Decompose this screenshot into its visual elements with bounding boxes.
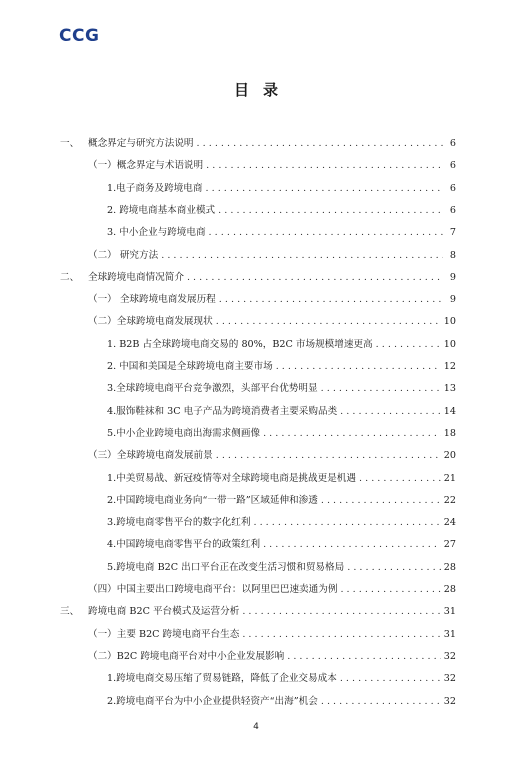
toc-entry[interactable] bbox=[88, 315, 456, 329]
toc-entry[interactable] bbox=[107, 538, 456, 552]
toc-entry-label: 全球跨境电商情况简介 bbox=[88, 272, 184, 283]
toc-number: 二、 bbox=[60, 272, 80, 283]
toc-entry[interactable] bbox=[107, 516, 456, 530]
toc-entry[interactable] bbox=[88, 293, 456, 307]
toc-entry-label: 4.中国跨境电商零售平台的政策红利 bbox=[107, 539, 261, 550]
toc-entry[interactable] bbox=[107, 338, 456, 352]
toc-entry-page: 32 bbox=[443, 651, 456, 662]
toc-entry-page: 7 bbox=[449, 227, 456, 238]
page-number: 4 bbox=[253, 722, 259, 732]
toc-leader-dots bbox=[340, 672, 441, 686]
toc-entry-label: 2. 跨境电商基本商业模式 bbox=[107, 205, 216, 216]
toc-entry-page: 6 bbox=[449, 160, 456, 171]
toc-entry-page: 32 bbox=[443, 673, 456, 684]
toc-entry-page: 28 bbox=[443, 562, 456, 573]
toc-entry-label: 2.跨境电商平台为中小企业提供轻资产“出海”机会 bbox=[107, 696, 318, 707]
toc-entry[interactable] bbox=[107, 427, 456, 441]
toc-leader-dots bbox=[287, 650, 441, 664]
toc-entry[interactable] bbox=[88, 249, 456, 263]
toc-leader-dots bbox=[376, 338, 441, 352]
toc-entry-page: 13 bbox=[443, 383, 456, 394]
toc-entry-label: 2.中国跨境电商业务向“一带一路”区域延伸和渗透 bbox=[107, 495, 318, 506]
toc-entry-label: （一）主要 B2C 跨境电商平台生态 bbox=[88, 629, 240, 640]
toc-leader-dots bbox=[253, 516, 440, 530]
toc-entry-page: 31 bbox=[443, 629, 456, 640]
toc-leader-dots bbox=[187, 271, 443, 285]
toc-leader-dots bbox=[276, 360, 441, 374]
toc-entry-page: 8 bbox=[449, 250, 456, 261]
toc-entry[interactable] bbox=[88, 271, 456, 285]
toc-entry-page: 6 bbox=[449, 205, 456, 216]
toc-entry[interactable] bbox=[88, 159, 456, 173]
toc-leader-dots bbox=[340, 405, 441, 419]
toc-entry-label: 2. 中国和美国是全球跨境电商主要市场 bbox=[107, 361, 273, 372]
toc-entry-label: 跨境电商 B2C 平台模式及运营分析 bbox=[88, 606, 240, 617]
toc-entry[interactable] bbox=[107, 672, 456, 686]
toc-entry-label: 1.中美贸易战、新冠疫情等对全球跨境电商是挑战更是机遇 bbox=[107, 473, 356, 484]
toc-leader-dots bbox=[242, 628, 440, 642]
toc-entry[interactable] bbox=[107, 472, 456, 486]
toc-entry[interactable] bbox=[107, 405, 456, 419]
toc-leader-dots bbox=[321, 382, 441, 396]
toc-entry-label: （二） 研究方法 bbox=[88, 250, 159, 261]
toc-entry-page: 10 bbox=[443, 339, 456, 350]
toc-leader-dots bbox=[161, 249, 443, 263]
toc-entry[interactable] bbox=[88, 583, 456, 597]
toc-entry-label: （三）全球跨境电商发展前景 bbox=[88, 450, 213, 461]
ccg-logo: CCG bbox=[59, 26, 100, 46]
toc-leader-dots bbox=[197, 137, 443, 151]
toc-leader-dots bbox=[209, 226, 443, 240]
toc-entry-page: 12 bbox=[443, 361, 456, 372]
toc-leader-dots bbox=[359, 472, 441, 486]
toc-entry-page: 22 bbox=[443, 495, 456, 506]
toc-entry[interactable] bbox=[88, 449, 456, 463]
toc-leader-dots bbox=[216, 449, 441, 463]
toc-entry[interactable] bbox=[107, 494, 456, 508]
toc-entry[interactable] bbox=[88, 137, 456, 151]
toc-entry[interactable] bbox=[107, 695, 456, 709]
toc-leader-dots bbox=[263, 427, 441, 441]
toc-entry-page: 20 bbox=[443, 450, 456, 461]
toc-leader-dots bbox=[218, 204, 443, 218]
toc-leader-dots bbox=[321, 494, 441, 508]
toc-entry-label: 概念界定与研究方法说明 bbox=[88, 138, 194, 149]
toc-leader-dots bbox=[216, 315, 441, 329]
toc-entry-page: 14 bbox=[443, 406, 456, 417]
toc-entry-label: 1.跨境电商交易压缩了贸易链路，降低了企业交易成本 bbox=[107, 673, 337, 684]
toc-entry-label: 1. B2B 占全球跨境电商交易的 80%，B2C 市场规模增速更高 bbox=[107, 339, 373, 350]
toc-entry[interactable] bbox=[107, 226, 456, 240]
toc-entry-label: 3.全球跨境电商平台竞争激烈，头部平台优势明显 bbox=[107, 383, 318, 394]
toc-entry[interactable] bbox=[107, 561, 456, 575]
toc-entry-page: 9 bbox=[449, 294, 456, 305]
toc-entry[interactable] bbox=[107, 382, 456, 396]
toc-entry-label: 5.跨境电商 B2C 出口平台正在改变生活习惯和贸易格局 bbox=[107, 562, 345, 573]
toc-leader-dots bbox=[242, 605, 440, 619]
toc-entry-label: （二）B2C 跨境电商平台对中小企业发展影响 bbox=[88, 651, 285, 662]
toc-entry-page: 9 bbox=[449, 272, 456, 283]
toc-entry-label: 3. 中小企业与跨境电商 bbox=[107, 227, 206, 238]
toc-entry-page: 21 bbox=[443, 473, 456, 484]
toc-entry[interactable] bbox=[107, 182, 456, 196]
toc-leader-dots bbox=[219, 293, 443, 307]
toc-entry-page: 32 bbox=[443, 696, 456, 707]
toc-entry-label: 5.中小企业跨境电商出海需求侧画像 bbox=[107, 428, 261, 439]
toc-entry-page: 6 bbox=[449, 183, 456, 194]
toc-leader-dots bbox=[263, 538, 441, 552]
toc-entry[interactable] bbox=[88, 605, 456, 619]
toc-leader-dots bbox=[321, 695, 441, 709]
toc-entry-label: 3.跨境电商零售平台的数字化红利 bbox=[107, 517, 251, 528]
toc-leader-dots bbox=[206, 159, 443, 173]
toc-entry-page: 27 bbox=[443, 539, 456, 550]
toc-entry-label: （四）中国主要出口跨境电商平台：以阿里巴巴速卖通为例 bbox=[88, 584, 338, 595]
toc-entry-label: （一）概念界定与术语说明 bbox=[88, 160, 204, 171]
toc-entry-page: 6 bbox=[449, 138, 456, 149]
toc-entry-label: 1.电子商务及跨境电商 bbox=[107, 183, 203, 194]
toc-leader-dots bbox=[206, 182, 444, 196]
toc-entry-page: 10 bbox=[443, 316, 456, 327]
toc-entry-page: 31 bbox=[443, 606, 456, 617]
toc-entry[interactable] bbox=[107, 360, 456, 374]
toc-number: 三、 bbox=[60, 606, 80, 617]
toc-entry-page: 28 bbox=[443, 584, 456, 595]
toc-entry[interactable] bbox=[88, 650, 456, 664]
toc-leader-dots bbox=[340, 583, 440, 597]
toc-leader-dots bbox=[347, 561, 441, 575]
toc-entry-label: （二）全球跨境电商发展现状 bbox=[88, 316, 213, 327]
page-title: 目录 bbox=[233, 81, 292, 99]
toc-number: 一、 bbox=[60, 138, 80, 149]
toc-entry[interactable] bbox=[107, 204, 456, 218]
toc-entry-label: （一） 全球跨境电商发展历程 bbox=[88, 294, 216, 305]
toc-entry-page: 18 bbox=[443, 428, 456, 439]
toc-entry[interactable] bbox=[88, 628, 456, 642]
toc-entry-label: 4.服饰鞋袜和 3C 电子产品为跨境消费者主要采购品类 bbox=[107, 406, 338, 417]
toc-entry-page: 24 bbox=[443, 517, 456, 528]
